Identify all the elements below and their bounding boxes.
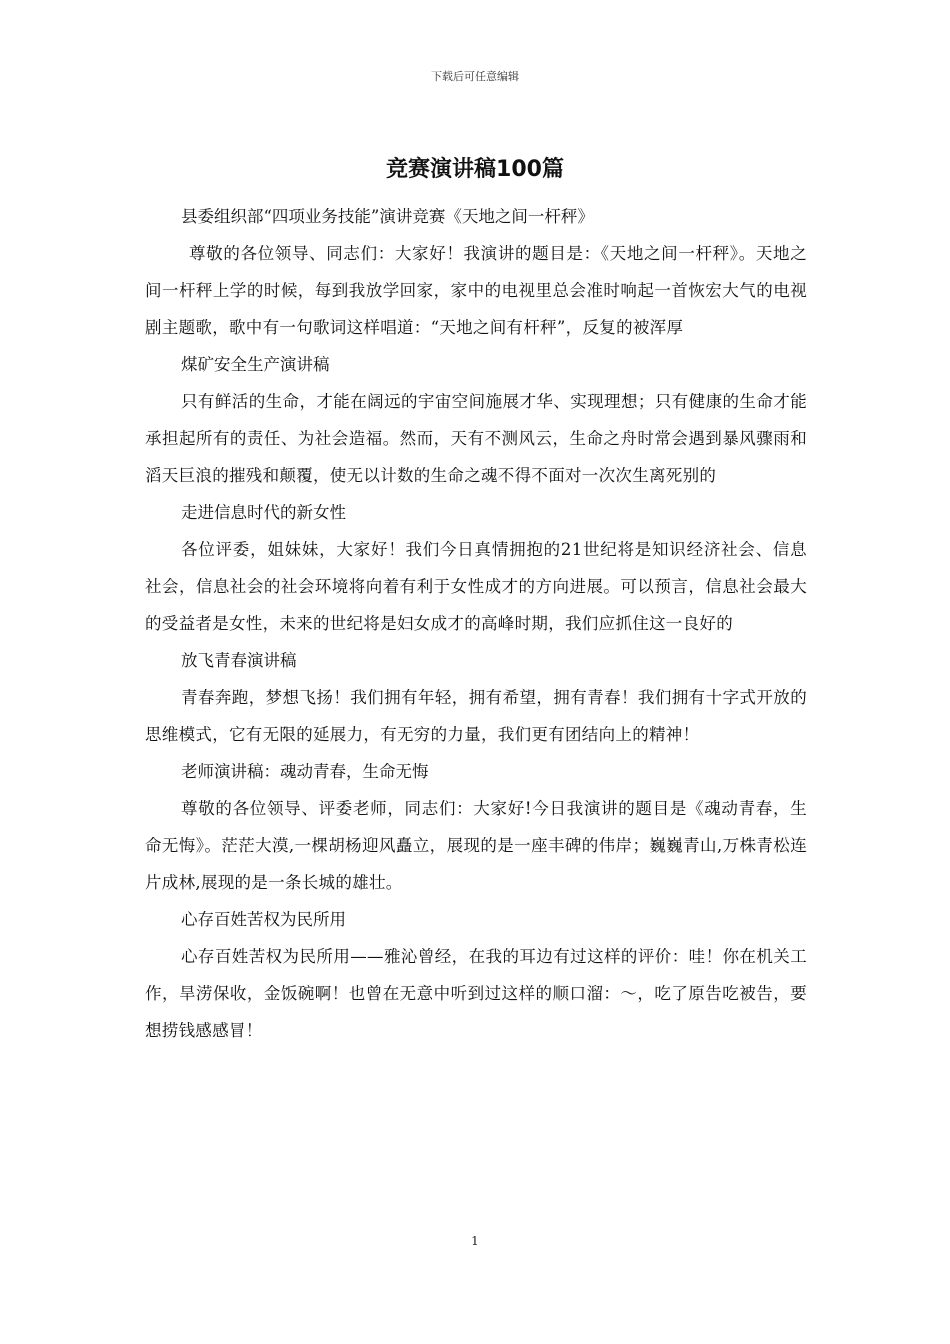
section-paragraph: 心存百姓苦权为民所用——雅沁曾经，在我的耳边有过这样的评价：哇！你在机关工作，旱涝保收，金饭碗啊！也曾在无意中听到过这样的顺口溜：～，吃了原告吃被告，要想捞钱感感冒！ [145, 947, 807, 1040]
section-paragraph: 只有鲜活的生命，才能在阔远的宇宙空间施展才华、实现理想；只有健康的生命才能承担起所有的责任、为社会造福。然而，天有不测风云，生命之舟时常会遇到暴风骤雨和滔天巨浪的摧残和颠覆，使无以计数的生命之魂不得不面对一次次生离死别的 [145, 392, 807, 485]
section-paragraph: 尊敬的各位领导、同志们：大家好！我演讲的题目是：《天地之间一杆秤》。天地之间一杆秤上学的时候，每到我放学回家，家中的电视里总会准时响起一首恢宏大气的电视剧主题歌，歌中有一句歌词这样唱道：“天地之间有杆秤”，反复的被浑厚 [145, 244, 807, 337]
section-heading: 走进信息时代的新女性 [181, 503, 346, 522]
section-heading: 煤矿安全生产演讲稿 [181, 355, 330, 374]
header-note: 下载后可任意编辑 [431, 70, 519, 83]
section-heading: 放飞青春演讲稿 [181, 651, 297, 670]
document-body [145, 198, 807, 1049]
section-heading: 老师演讲稿：魂动青春，生命无悔 [181, 762, 429, 781]
section-paragraph: 尊敬的各位领导、评委老师，同志们：大家好!今日我演讲的题目是《魂动青春，生命无悔》。茫茫大漠,一棵胡杨迎风矗立，展现的是一座丰碑的伟岸；巍巍青山,万株青松连片成林,展现的是一条长城的雄壮。 [145, 799, 807, 892]
section-heading: 心存百姓苦权为民所用 [181, 910, 346, 929]
section-paragraph: 各位评委，姐妹妹，大家好！我们今日真情拥抱的21世纪将是知识经济社会、信息社会，信息社会的社会环境将向着有利于女性成才的方向进展。可以预言，信息社会最大的受益者是女性，未来的世纪将是妇女成才的高峰时期，我们应抓住这一良好的 [145, 540, 807, 633]
document-title: 竞赛演讲稿100篇 [386, 157, 564, 182]
page-number: 1 [471, 1234, 479, 1248]
section-heading: 县委组织部“四项业务技能”演讲竞赛《天地之间一杆秤》 [181, 207, 594, 226]
section-paragraph: 青春奔跑，梦想飞扬！我们拥有年轻，拥有希望，拥有青春！我们拥有十字式开放的思维模式，它有无限的延展力，有无穷的力量，我们更有团结向上的精神！ [145, 688, 807, 744]
